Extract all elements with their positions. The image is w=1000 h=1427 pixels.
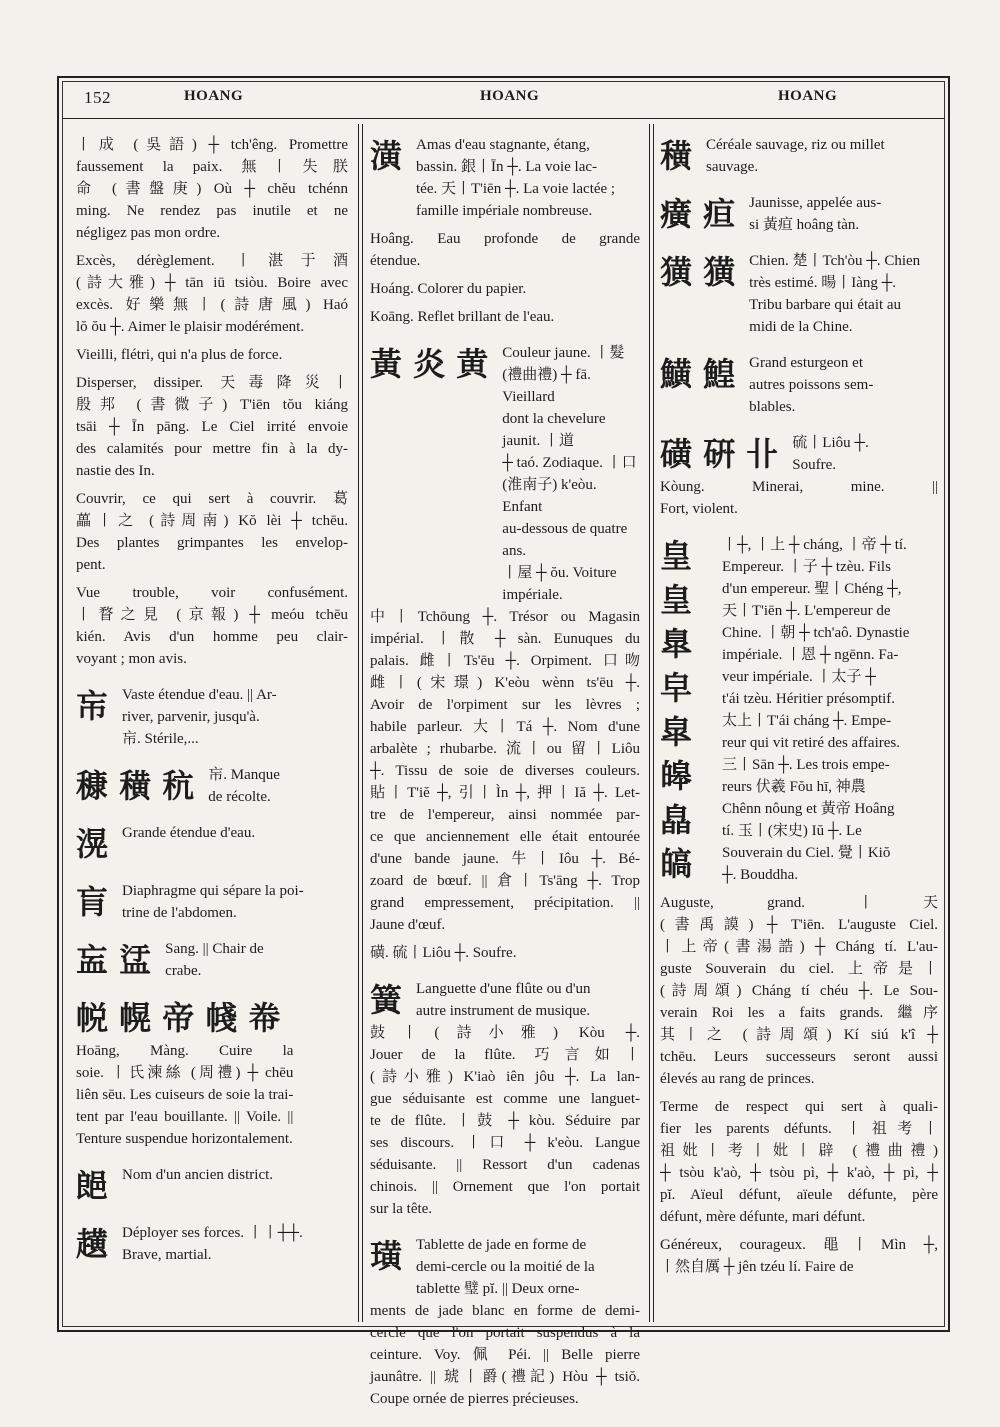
entry-gloss xyxy=(502,342,640,606)
text-line: voyant ; mon avis. xyxy=(76,651,187,667)
text-line: bassin. 銀丨Īn ┼. La voie lac- xyxy=(416,159,598,175)
text-line: Tablette de jade en forme de xyxy=(416,1237,587,1253)
headword: 滉 xyxy=(76,825,109,863)
text-line: Grande étendue d'eau. xyxy=(122,825,256,841)
headword: 癀 疸 xyxy=(660,195,736,233)
dictionary-entry xyxy=(76,996,348,1150)
entry-gloss xyxy=(208,764,348,808)
text-line: 㠵. Manque xyxy=(208,767,280,783)
text-line: 丨然自厲 ┼ jên tzéu lí. Faire de xyxy=(660,1259,854,1275)
header-rule xyxy=(62,118,945,119)
text-line: ┼. Tissu de soie de diverses couleurs. xyxy=(370,763,640,779)
text-line: sur la tête. xyxy=(370,1201,433,1217)
text-line: (詩周頌) Cháng tí chéu ┼. Le Sou- xyxy=(660,983,938,999)
header-left: HOANG xyxy=(184,88,244,104)
dictionary-entry xyxy=(76,880,348,924)
text-line: Diaphragme qui sépare la poi- xyxy=(122,883,304,899)
column-divider-2b xyxy=(653,124,654,1322)
text-line: excès. 好樂無丨(詩唐風) Haó xyxy=(76,297,348,313)
paragraph xyxy=(370,1022,640,1220)
text-line: pĭ. Aïeul défunt, aïeule défunte, père xyxy=(660,1187,938,1203)
paragraph xyxy=(370,1300,640,1410)
text-line: Amas d'eau stagnante, étang, xyxy=(416,137,590,153)
text-line: autre instrument de musique. xyxy=(416,1003,591,1019)
paragraph xyxy=(660,1234,938,1278)
text-line: 硫丨Liôu ┼. xyxy=(792,435,869,451)
headword: 穅 穔 秔 xyxy=(76,767,195,805)
entry-gloss xyxy=(122,684,348,750)
headword: 穔 xyxy=(660,137,693,175)
dictionary-entry xyxy=(660,250,938,338)
text-line: Hoâng. Eau profonde de grande xyxy=(370,231,640,247)
column-right xyxy=(660,134,938,1319)
paragraph xyxy=(370,278,640,300)
text-line: impérial. 丨散 ┼ sàn. Eunuques du xyxy=(370,631,640,647)
dictionary-entry xyxy=(76,1222,348,1266)
text-line: Tribu barbare qui était au xyxy=(749,297,902,313)
text-line: verain Roi les a faits grands. 繼序 xyxy=(660,1005,938,1021)
text-line: Hoáng. Colorer du papier. xyxy=(370,281,527,297)
headword: 㠵 xyxy=(76,687,109,725)
dictionary-entry xyxy=(76,938,348,982)
text-line: Terme de respect qui sert à quali- xyxy=(660,1099,938,1115)
text-line: 鼓丨(詩小雅) Kòu ┼. xyxy=(370,1025,640,1041)
text-line: Couleur jaune. 丨髮 xyxy=(502,345,625,361)
text-line: demi-cercle ou la moitié de la xyxy=(416,1259,595,1275)
text-line: d'un empereur. 聖丨Chéng ┼, xyxy=(722,581,902,597)
entry-gloss xyxy=(706,134,938,178)
entry-gloss xyxy=(749,352,938,418)
text-line: Hoāng, Màng. Cuire la xyxy=(76,1043,294,1059)
text-line: habile parleur. 大丨Tá ┼. Nom d'une xyxy=(370,719,640,735)
entry-gloss xyxy=(122,1164,348,1186)
paragraph xyxy=(370,942,640,964)
text-line: Vue trouble, voir confusément. xyxy=(76,585,348,601)
text-line: séduisante. || Ressort d'un cadenas xyxy=(370,1157,640,1173)
text-line: gue séduisante est comme une languet- xyxy=(370,1091,640,1107)
text-line: nastie des In. xyxy=(76,463,155,479)
text-line: Kòung. Minerai, mine. || xyxy=(660,479,938,495)
text-line: Couvrir, ce qui sert à couvrir. 葛 xyxy=(76,491,348,507)
dictionary-entry xyxy=(76,684,348,750)
text-line: zoard de bœuf. || 倉丨Ts'āng ┼. Trop xyxy=(370,873,640,889)
column-left xyxy=(76,134,348,1319)
text-line: Excès, dérèglement. 丨湛于酒 xyxy=(76,253,348,269)
entry-gloss xyxy=(416,134,640,222)
text-line: Soufre. xyxy=(792,457,837,473)
entry-gloss xyxy=(122,880,348,924)
text-line: Des plantes grimpantes les envelop- xyxy=(76,535,348,551)
text-line: t'ái tzèu. Héritier présomptif. xyxy=(722,691,896,707)
text-line: cercle que l'on portait suspendus à la xyxy=(370,1325,640,1341)
text-line: trine de l'abdomen. xyxy=(122,905,237,921)
text-line: Grand esturgeon et xyxy=(749,355,864,371)
headword: 帨 幌 帝 帴 帣 xyxy=(76,999,281,1037)
dictionary-entry xyxy=(660,352,938,418)
text-line: 丨屋 ┼ ŏu. Voiture impériale. xyxy=(502,565,617,603)
entry-gloss xyxy=(792,432,938,476)
text-line: (詩小雅) K'iaò iên jôu ┼. La lan- xyxy=(370,1069,640,1085)
text-line: Jouer de la flûte. 巧言如丨 xyxy=(370,1047,640,1063)
dictionary-entry xyxy=(370,342,640,606)
text-line: Koāng. Reflet brillant de l'eau. xyxy=(370,309,555,325)
entry-gloss xyxy=(165,938,348,982)
text-line: sauvage. xyxy=(706,159,759,175)
text-line: 藟丨之 (詩周南) Kŏ lèi ┼ tchēu. xyxy=(76,513,348,529)
entry-gloss xyxy=(722,534,938,886)
text-line: ┼. Bouddha. xyxy=(722,867,799,883)
text-line: étendue. xyxy=(370,253,421,269)
text-line: 㠵. Stérile,... xyxy=(122,731,199,747)
dictionary-entry xyxy=(370,1234,640,1300)
text-line: tchēu. Leurs successeurs seront aussi xyxy=(660,1049,938,1065)
text-line: famille impériale nombreuse. xyxy=(416,203,593,219)
text-line: Disperser, dissiper. 天毒降災丨 xyxy=(76,375,348,391)
text-line: midi de la Chine. xyxy=(749,319,853,335)
text-line: Chine. 丨朝 ┼ tch'aô. Dynastie xyxy=(722,625,910,641)
text-line: 中丨Tchōung ┼. Trésor ou Magasin xyxy=(370,609,640,625)
text-line: arbalète ; rhubarbe. 流丨ou 留丨Liôu xyxy=(370,741,640,757)
text-line: Souverain du Ciel. 覺丨Kiŏ xyxy=(722,845,891,861)
text-line: Brave, martial. xyxy=(122,1247,212,1263)
text-line: Tenture suspendue horizontalement. xyxy=(76,1131,293,1147)
text-line: ce que anciennement elle était entourée xyxy=(370,829,640,845)
text-line: tí. 玉丨(宋史) Iŭ ┼. Le xyxy=(722,823,862,839)
text-line: Fort, violent. xyxy=(660,501,738,517)
text-line: élevés au rang de princes. xyxy=(660,1071,815,1087)
text-line: tre de l'empereur, ainsi nommée par- xyxy=(370,807,640,823)
text-line: Coupe ornée de pierres précieuses. xyxy=(370,1391,579,1407)
dictionary-entry xyxy=(76,1164,348,1208)
text-line: ceinture. Voy. 佩 Péi. || Belle pierre xyxy=(370,1347,640,1363)
text-line: très estimé. 暘丨Iàng ┼. xyxy=(749,275,896,291)
dictionary-entry xyxy=(660,432,938,476)
text-line: Sang. || Chair de xyxy=(165,941,264,957)
text-line: tablette 璧 pĭ. || Deux orne- xyxy=(416,1281,580,1297)
text-line: 丨成 (吳語) ┼ tch'êng. Promettre xyxy=(76,137,348,153)
entry-gloss xyxy=(416,978,640,1022)
entry-gloss xyxy=(749,250,938,338)
text-line: kién. Avis d'un homme peu clair- xyxy=(76,629,348,645)
text-line: (禮曲禮) ┼ fā. Vieillard xyxy=(502,367,591,405)
text-line: pent. xyxy=(76,557,106,573)
text-line: dont la chevelure jaunit. 丨道 xyxy=(502,411,606,449)
column-divider-1 xyxy=(358,124,359,1322)
text-line: lŏ ŏu ┼. Aimer le plaisir modérément. xyxy=(76,319,305,335)
paragraph xyxy=(76,134,348,244)
text-line: de récolte. xyxy=(208,789,271,805)
headword: 郒 xyxy=(76,1167,109,1205)
text-line: tsāi ┼ Īn pāng. Le Ciel irrité envoie xyxy=(76,419,348,435)
text-line: des calamités pour mettre fin à la dy- xyxy=(76,441,348,457)
text-line: guste Souverain du ciel. 上帝是丨 xyxy=(660,961,938,977)
text-line: d'une bande jaune. 牛丨Iôu ┼. Bé- xyxy=(370,851,640,867)
paragraph xyxy=(76,488,348,576)
text-line: 命 (書盤庚) Où ┼ chĕu tchénn xyxy=(76,181,348,197)
text-line: négligez pas mon ordre. xyxy=(76,225,221,241)
text-line: si 黃疸 hoâng tàn. xyxy=(749,217,860,233)
text-line: 殷邦 (書微子) T'iēn tŏu kiáng xyxy=(76,397,348,413)
paragraph xyxy=(76,582,348,670)
text-line: impériale. 丨恩 ┼ ngēnn. Fa- xyxy=(722,647,899,663)
text-line: (淮南子) k'eòu. Enfant xyxy=(502,477,597,515)
text-line: tent par l'eau bouillante. || Voile. || xyxy=(76,1109,294,1125)
paragraph xyxy=(370,306,640,328)
entry-gloss xyxy=(416,1234,640,1300)
text-line: tée. 天丨T'iēn ┼. La voie lactée ; xyxy=(416,181,616,197)
headword: 獚 獚 xyxy=(660,253,736,291)
text-line: ses discours. 丨口 ┼ k'eòu. Langue xyxy=(370,1135,640,1151)
headword: 衁 盓 xyxy=(76,941,152,979)
paragraph xyxy=(76,250,348,338)
headword: 璜 xyxy=(370,1237,403,1275)
headword: 簧 xyxy=(370,981,403,1019)
text-line: 貼丨T'iĕ ┼, 引丨Ìn ┼, 押丨Iă ┼. Let- xyxy=(370,785,640,801)
headword: 黃 炎 黄 xyxy=(370,345,489,383)
text-line: Chênn nôung et 黃帝 Hoâng xyxy=(722,801,895,817)
running-header xyxy=(62,88,945,118)
text-line: Jaunisse, appelée aus- xyxy=(749,195,882,211)
text-line: liên sēu. Les cuiseurs de soie la trai- xyxy=(76,1087,294,1103)
entry-gloss xyxy=(749,192,938,236)
dictionary-entry xyxy=(76,764,348,808)
dictionary-entry xyxy=(660,534,938,886)
page-number: 152 xyxy=(84,88,111,107)
text-line: te de flûte. 丨鼓 ┼ kòu. Séduire par xyxy=(370,1113,640,1129)
text-line: reur qui vit retiré des affaires. xyxy=(722,735,900,751)
text-line: chinois. || Ornement que l'on portait xyxy=(370,1179,640,1195)
text-line: 太上丨T'ái cháng ┼. Empe- xyxy=(722,713,892,729)
text-line: Chien. 楚丨Tch'òu ┼. Chien xyxy=(749,253,921,269)
text-line: Vieilli, flétri, qui n'a plus de force. xyxy=(76,347,283,363)
headword: 鱑 鰉 xyxy=(660,355,736,393)
dictionary-entry xyxy=(660,192,938,236)
column-divider-2 xyxy=(649,124,650,1322)
text-line: 祖妣丨考丨妣丨辟 (禮曲禮) xyxy=(660,1143,938,1159)
text-line: 雌丨(宋璟) K'eòu wènn ts'ēu ┼. xyxy=(370,675,640,691)
dictionary-entry xyxy=(370,134,640,222)
text-line: fier les parents défunts. 丨祖考丨 xyxy=(660,1121,938,1137)
header-center: HOANG xyxy=(480,88,540,104)
text-line: faussement la paix. 無丨失朕 xyxy=(76,159,348,175)
paragraph xyxy=(660,476,938,520)
text-line: (書禹謨) ┼ T'iēn. L'auguste Ciel. xyxy=(660,917,938,933)
text-line: palais. 雌丨Ts'ēu ┼. Orpiment. 口吻 xyxy=(370,653,640,669)
text-line: veur impériale. 丨太子 ┼ xyxy=(722,669,876,685)
dictionary-entry xyxy=(660,134,938,178)
headword: 趪 xyxy=(76,1225,109,1263)
text-line: 天丨T'iēn ┼. L'empereur de xyxy=(722,603,891,619)
text-line: Généreux, courageux. 黽丨Mìn ┼, xyxy=(660,1237,938,1253)
text-line: ments de jade blanc en forme de demi- xyxy=(370,1303,640,1319)
text-line: Jaune d'œuf. xyxy=(370,917,446,933)
paragraph xyxy=(76,344,348,366)
text-line: jaunâtre. || 琥丨爵(禮記) Hòu ┼ tsiŏ. xyxy=(370,1369,640,1385)
column-divider-1b xyxy=(362,124,363,1322)
text-line: Nom d'un ancien district. xyxy=(122,1167,274,1183)
text-line: 丨瞀之見 (京報) ┼ meóu tchēu xyxy=(76,607,348,623)
text-line: ming. Ne rendez pas inutile et ne xyxy=(76,203,348,219)
text-line: défunt, mère défunte, mari défunt. xyxy=(660,1209,866,1225)
text-line: reurs 伏羲 Fŏu hī, 神農 xyxy=(722,779,866,795)
entry-gloss xyxy=(122,822,348,844)
text-line: (詩大雅) ┼ tān iū tsiòu. Boire avec xyxy=(76,275,348,291)
entry-gloss xyxy=(122,1222,348,1266)
headword: 肓 xyxy=(76,883,109,921)
paragraph xyxy=(370,228,640,272)
text-line: 磺. 硫丨Liôu ┼. Soufre. xyxy=(370,945,517,961)
text-line: grand empressement, précipitation. || xyxy=(370,895,640,911)
text-line: soie. 丨氏湅絲 (周禮) ┼ chēu xyxy=(76,1065,294,1081)
header-right: HOANG xyxy=(778,88,838,104)
paragraph xyxy=(76,372,348,482)
dictionary-entry xyxy=(370,978,640,1022)
text-line: Avoir de l'orpiment sur les lèvres ; xyxy=(370,697,640,713)
text-line: ┼ taó. Zodiaque. 丨口 xyxy=(502,455,637,471)
text-line: au-dessous de quatre ans. xyxy=(502,521,628,559)
text-line: river, parvenir, jusqu'à. xyxy=(122,709,260,725)
text-line: 丨┼, 丨上 ┼ cháng, 丨帝 ┼ tí. xyxy=(722,537,907,553)
dictionary-entry xyxy=(76,822,348,866)
text-line: autres poissons sem- xyxy=(749,377,874,393)
column-middle xyxy=(370,134,640,1407)
text-line: blables. xyxy=(749,399,796,415)
text-line: 其丨之 (詩周頌) Kí siú k'î ┼ xyxy=(660,1027,938,1043)
headword: 潢 xyxy=(370,137,403,175)
text-line: Languette d'une flûte ou d'un xyxy=(416,981,591,997)
entry-gloss xyxy=(76,1040,293,1150)
text-line: Céréale sauvage, riz ou millet xyxy=(706,137,885,153)
headword: 皇 皇 臯 皁 皐 皞 皛 皜 xyxy=(660,537,693,883)
paragraph xyxy=(370,606,640,936)
text-line: 三丨Sān ┼. Les trois empe- xyxy=(722,757,890,773)
paragraph xyxy=(660,892,938,1090)
text-line: Déployer ses forces. 丨丨┼┼. xyxy=(122,1225,303,1241)
paragraph xyxy=(660,1096,938,1228)
headword: 磺 硏 卝 xyxy=(660,435,779,473)
text-line: Empereur. 丨子 ┼ tzèu. Fils xyxy=(722,559,891,575)
text-line: Vaste étendue d'eau. || Ar- xyxy=(122,687,277,703)
text-line: Auguste, grand. 丨天 xyxy=(660,895,938,911)
text-line: crabe. xyxy=(165,963,202,979)
text-line: ┼ tsòu k'aò, ┼ tsòu pì, ┼ k'aò, ┼ pì, ┼ xyxy=(660,1165,938,1181)
text-line: 丨上帝(書湯誥) ┼ Cháng tí. L'au- xyxy=(660,939,938,955)
